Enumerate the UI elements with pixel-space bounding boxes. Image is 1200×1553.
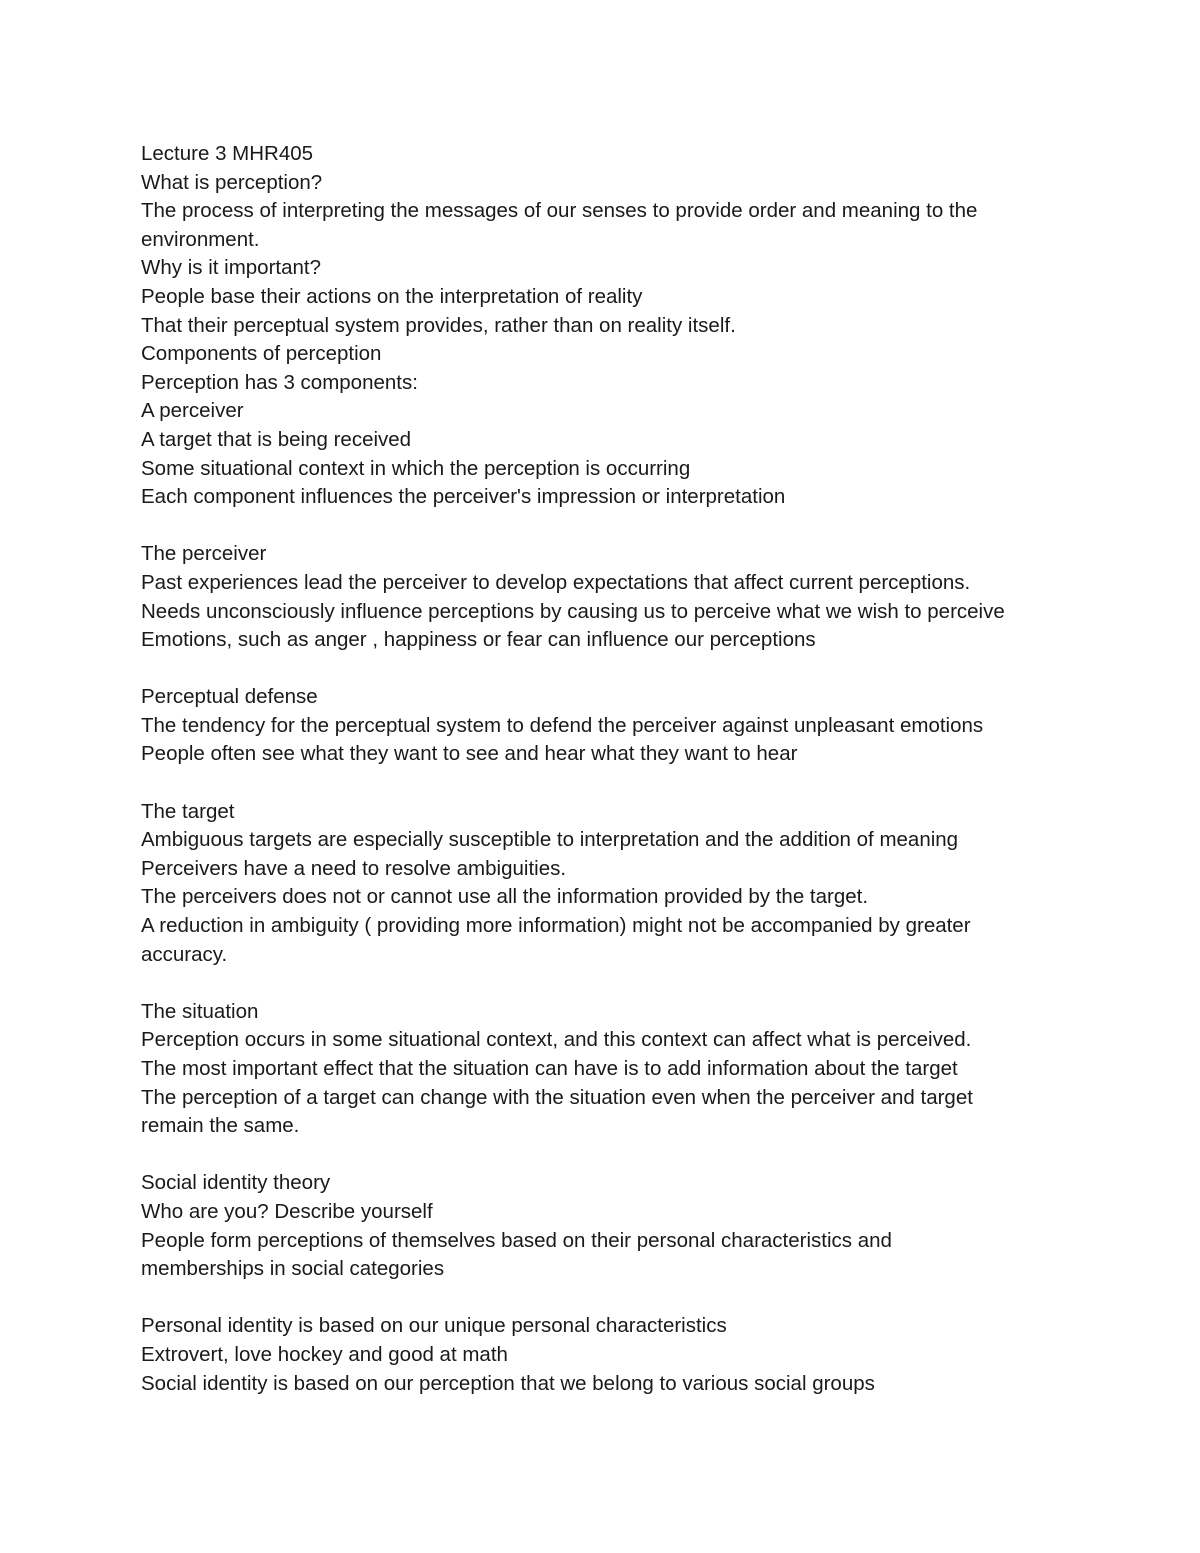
text-line: People form perceptions of themselves based on their personal characteristics and: [141, 1228, 892, 1252]
text-line: accuracy.: [141, 942, 228, 966]
text-line: The perception of a target can change with the situation even when the perceiver and target: [141, 1085, 973, 1109]
text-line: Perceivers have a need to resolve ambiguities.: [141, 856, 567, 880]
text-line: That their perceptual system provides, rather than on reality itself.: [141, 313, 736, 337]
section-heading: The perceiver: [141, 542, 267, 566]
text-line: memberships in social categories: [141, 1257, 445, 1281]
text-line: The process of interpreting the messages of our senses to provide order and meaning to the: [141, 199, 978, 223]
blank-line: [141, 969, 1101, 998]
text-line: Each component influences the perceiver's impression or interpretation: [141, 485, 786, 509]
text-line: The tendency for the perceptual system to defend the perceiver against unpleasant emotions: [141, 713, 984, 737]
text-line: Social identity is based on our perception that we belong to various social groups: [141, 1371, 875, 1395]
blank-line: [141, 655, 1101, 684]
text-line: remain the same.: [141, 1114, 300, 1138]
text-line: Perception has 3 components:: [141, 370, 418, 394]
section-heading: Perceptual defense: [141, 685, 318, 709]
section-heading: The situation: [141, 999, 259, 1023]
text-line: Some situational context in which the perception is occurring: [141, 456, 691, 480]
text-line: Past experiences lead the perceiver to develop expectations that affect current perceptions.: [141, 570, 971, 594]
blank-line: [141, 512, 1101, 541]
document-title: Lecture 3 MHR405: [141, 142, 314, 165]
text-line: environment.: [141, 227, 260, 251]
text-line: Needs unconsciously influence perceptions by causing us to perceive what we wish to perceive: [141, 599, 1005, 623]
document-page: [141, 140, 1101, 1398]
text-line: A perceiver: [141, 399, 244, 423]
section-heading: Social identity theory: [141, 1171, 331, 1195]
blank-line: [141, 769, 1101, 798]
text-line: Perception occurs in some situational context, and this context can affect what is perceived.: [141, 1028, 972, 1052]
section-heading: The target: [141, 799, 235, 823]
text-line: A target that is being received: [141, 427, 412, 451]
text-line: Extrovert, love hockey and good at math: [141, 1342, 508, 1366]
text-line: People base their actions on the interpretation of reality: [141, 284, 643, 308]
text-line: People often see what they want to see and hear what they want to hear: [141, 742, 798, 766]
text-line: Why is it important?: [141, 256, 321, 280]
text-line: Ambiguous targets are especially susceptible to interpretation and the addition of meaning: [141, 828, 959, 852]
text-line: A reduction in ambiguity ( providing more information) might not be accompanied by greater: [141, 914, 971, 938]
blank-line: [141, 1284, 1101, 1313]
text-line: Personal identity is based on our unique personal characteristics: [141, 1314, 727, 1338]
text-line: The most important effect that the situation can have is to add information about the target: [141, 1057, 958, 1080]
text-line: What is perception?: [141, 170, 323, 194]
text-line: The perceivers does not or cannot use all the information provided by the target.: [141, 885, 869, 909]
blank-line: [141, 1141, 1101, 1170]
text-line: Who are you? Describe yourself: [141, 1199, 433, 1223]
text-line: Components of perception: [141, 342, 382, 366]
text-line: Emotions, such as anger , happiness or fear can influence our perceptions: [141, 628, 816, 652]
